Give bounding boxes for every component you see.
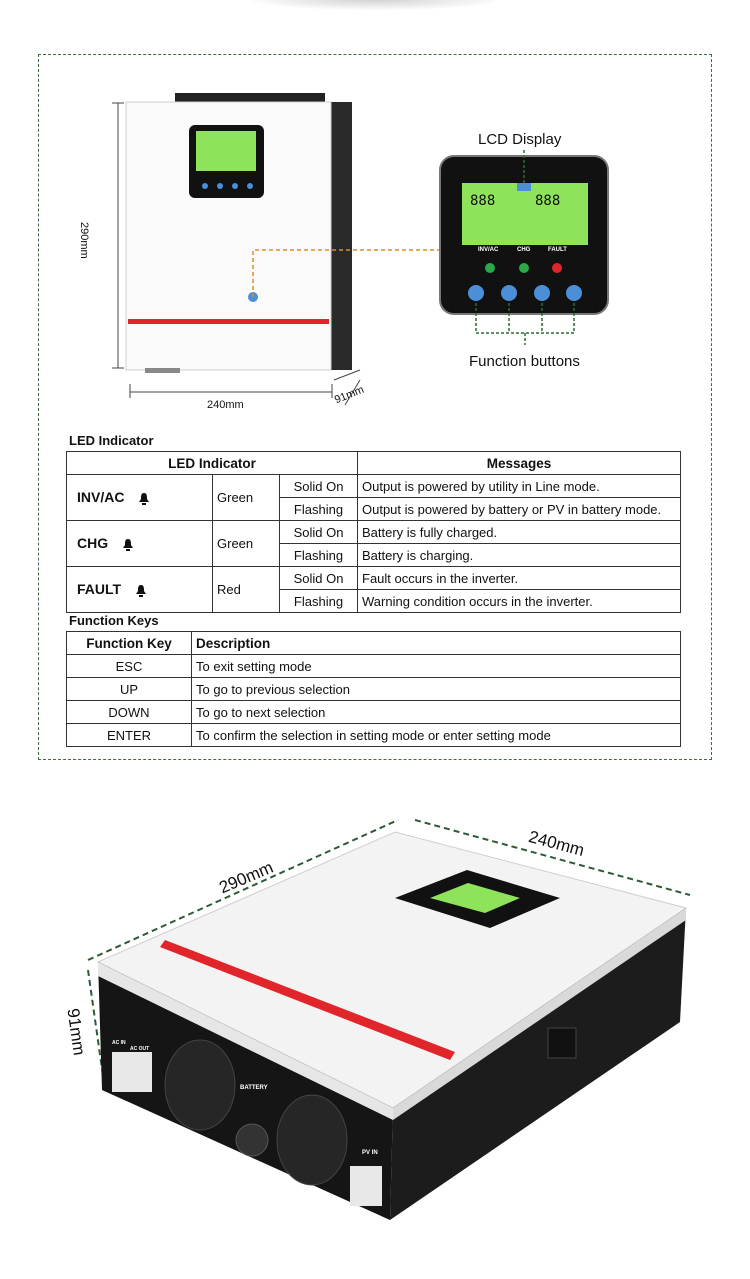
front-view-diagram	[0, 0, 750, 430]
function-table-header	[67, 632, 681, 655]
ac-terminals	[112, 1052, 152, 1092]
table-row	[67, 655, 681, 678]
function-header-desc: Description	[192, 632, 681, 655]
bell-icon	[138, 492, 150, 506]
led-color: Red	[213, 567, 280, 613]
led-state: Flashing	[280, 590, 358, 613]
function-section-title: Function Keys	[69, 613, 159, 628]
led-name-cell	[67, 475, 213, 521]
led-section-title: LED Indicator	[69, 433, 154, 448]
ac-in-label: AC IN	[112, 1040, 126, 1046]
led-state: Flashing	[280, 498, 358, 521]
function-desc: To go to next selection	[192, 701, 681, 724]
led-message: Output is powered by utility in Line mode.	[358, 475, 681, 498]
function-desc: To exit setting mode	[192, 655, 681, 678]
led-name: INV/AC	[77, 489, 125, 506]
led-header-indicator: LED Indicator	[67, 452, 358, 475]
function-desc: To confirm the selection in setting mode or enter setting mode	[192, 724, 681, 747]
function-buttons-label: Function buttons	[469, 353, 580, 370]
function-header-key: Function Key	[67, 632, 192, 655]
function-keys-table	[66, 631, 681, 747]
table-row	[67, 678, 681, 701]
led-name: CHG	[77, 535, 109, 552]
battery-label: BATTERY	[240, 1085, 268, 1091]
device-lcd-screen	[196, 131, 256, 171]
function-key: ESC	[67, 655, 192, 678]
ac-out-label: AC OUT	[130, 1046, 150, 1052]
pv-terminals	[350, 1166, 382, 1206]
led-name-cell	[67, 567, 213, 613]
bell-icon	[135, 584, 147, 598]
svg-text:888: 888	[535, 193, 561, 209]
table-row	[67, 724, 681, 747]
depth-dimension-label: 91mm	[332, 383, 366, 407]
led-state: Solid On	[280, 521, 358, 544]
iso-height-label: 91mm	[63, 1007, 89, 1057]
bell-icon	[122, 538, 134, 552]
function-key: UP	[67, 678, 192, 701]
panel-inv-ac-label: INV/AC	[478, 247, 499, 253]
pv-label: PV IN	[362, 1150, 378, 1156]
led-state: Flashing	[280, 544, 358, 567]
isometric-view-diagram	[0, 790, 750, 1279]
led-color: Green	[213, 475, 280, 521]
function-desc: To go to previous selection	[192, 678, 681, 701]
led-indicator-table	[66, 451, 681, 613]
fault-led-icon	[552, 263, 562, 273]
esc-button-icon	[468, 285, 484, 301]
table-row	[67, 475, 681, 498]
red-stripe	[128, 319, 329, 324]
led-color: Green	[213, 521, 280, 567]
table-row	[67, 567, 681, 590]
led-name-cell	[67, 521, 213, 567]
table-row	[67, 701, 681, 724]
led-message: Fault occurs in the inverter.	[358, 567, 681, 590]
function-key: ENTER	[67, 724, 192, 747]
led-message: Warning condition occurs in the inverter.	[358, 590, 681, 613]
led-name: FAULT	[77, 581, 122, 598]
led-message: Battery is charging.	[358, 544, 681, 567]
lcd-display-label: LCD Display	[478, 131, 562, 148]
led-state: Solid On	[280, 567, 358, 590]
led-table-header	[67, 452, 681, 475]
iso-width-label: 240mm	[526, 827, 587, 861]
inv-ac-led-icon	[485, 263, 495, 273]
width-dimension-label: 240mm	[207, 399, 244, 411]
table-row	[67, 521, 681, 544]
height-dimension-label: 290mm	[78, 222, 90, 259]
battery-port	[236, 1124, 268, 1156]
fan-left	[165, 1040, 235, 1130]
fan-right	[277, 1095, 347, 1185]
panel-chg-label: CHG	[517, 247, 531, 253]
panel-fault-label: FAULT	[548, 247, 567, 253]
svg-text:888: 888	[470, 193, 496, 209]
up-button-icon	[501, 285, 517, 301]
function-key: DOWN	[67, 701, 192, 724]
power-switch	[548, 1028, 576, 1058]
led-header-messages: Messages	[358, 452, 681, 475]
enter-button-icon	[566, 285, 582, 301]
down-button-icon	[534, 285, 550, 301]
led-state: Solid On	[280, 475, 358, 498]
chg-led-icon	[519, 263, 529, 273]
led-message: Output is powered by battery or PV in battery mode.	[358, 498, 681, 521]
iso-length-label: 290mm	[216, 857, 276, 898]
led-message: Battery is fully charged.	[358, 521, 681, 544]
